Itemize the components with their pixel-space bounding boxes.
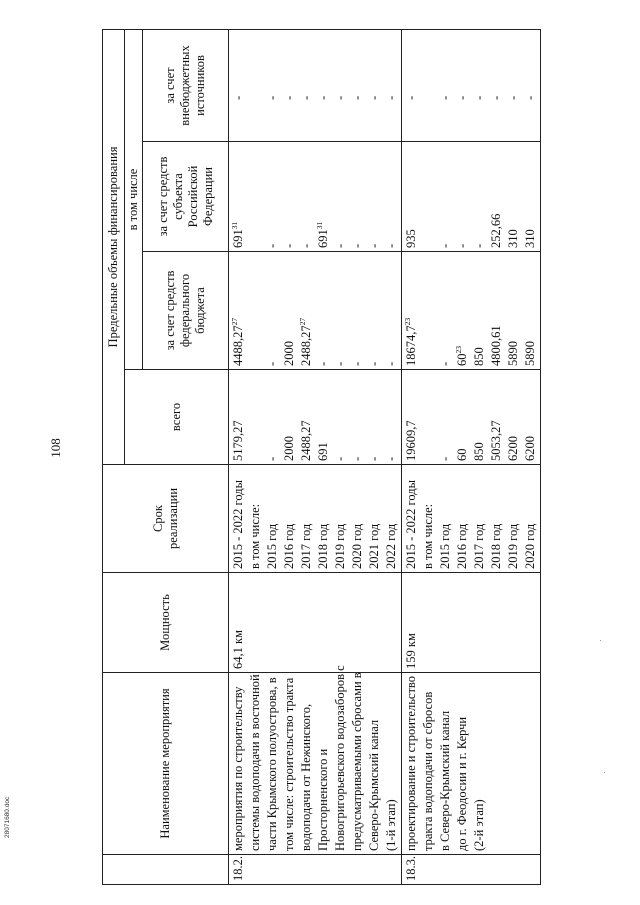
total-value-text: 691 [316, 442, 330, 461]
regional-value [230, 145, 247, 248]
row-fed-cell [402, 252, 541, 370]
term-line [454, 468, 471, 569]
federal-value-text: - [367, 361, 381, 366]
regional-value [332, 145, 349, 248]
total-value-text: - [350, 456, 364, 461]
term-line [488, 468, 505, 569]
extrabudget-value [264, 33, 281, 138]
extrabudget-value-text: - [299, 95, 313, 100]
header-federal-line: за счет средств [163, 270, 177, 351]
header-regional-line: Федерации [200, 166, 215, 227]
federal-value-text: - [333, 361, 347, 366]
term-line [437, 468, 454, 569]
row-capacity: 64,1 км [229, 573, 402, 673]
federal-value [366, 255, 383, 366]
total-value [505, 373, 522, 461]
regional-value-text: 310 [523, 229, 537, 248]
total-value-text: 850 [472, 442, 486, 461]
term-line-text: 2020 год [350, 523, 364, 569]
federal-value-text: 18674,7 [404, 325, 418, 366]
regional-value-text: - [350, 243, 364, 248]
extrabudget-value [315, 33, 332, 138]
regional-value [281, 145, 298, 248]
total-value-text: 2000 [282, 436, 296, 461]
header-regional-line: Российской [185, 165, 200, 228]
total-value [298, 373, 315, 461]
regional-value-text: - [438, 243, 452, 248]
row-capacity: 159 км [402, 573, 541, 673]
row-name-line: Северо-Крымский канал [367, 719, 381, 851]
term-line [366, 468, 383, 569]
header-extrabudget-line: за счет [163, 67, 177, 104]
total-value-text: - [367, 456, 381, 461]
row-total-cell [402, 370, 541, 465]
extrabudget-value [403, 33, 420, 138]
total-value-text: - [438, 456, 452, 461]
federal-value [315, 255, 332, 366]
federal-value [420, 255, 437, 366]
regional-value-text: - [472, 243, 486, 248]
extrabudget-value [471, 33, 488, 138]
regional-value [471, 145, 488, 248]
extrabudget-value-text: - [282, 95, 296, 100]
total-value-text: - [384, 456, 398, 461]
term-line-text: в том числе: [421, 503, 435, 569]
regional-value-text: 691 [231, 229, 245, 248]
header-extrabudget-line: внебюджетных [178, 45, 192, 126]
federal-value [437, 255, 454, 366]
regional-value [403, 145, 420, 248]
row-name-line: тракта водоподачи от сбросов [421, 691, 435, 851]
term-line-text: 2018 год [316, 523, 330, 569]
row-name-line: (2-й этап) [472, 799, 486, 851]
federal-value [505, 255, 522, 366]
total-value [264, 373, 281, 461]
row-name-line: части Крымского полуострова, в [265, 677, 279, 851]
footnote-ref: 23 [453, 346, 463, 354]
total-value-text: 6200 [506, 436, 520, 461]
extrabudget-value-text: - [265, 95, 279, 100]
row-fed-cell [229, 252, 402, 370]
extrabudget-value-text: - [231, 95, 245, 100]
extrabudget-value [437, 33, 454, 138]
term-line-text: 2017 год [299, 523, 313, 569]
extrabudget-value [420, 33, 437, 138]
extrabudget-value [247, 33, 264, 138]
scan-dot [600, 640, 601, 641]
federal-value-text: 850 [472, 347, 486, 366]
regional-value [505, 145, 522, 248]
total-value [403, 373, 420, 461]
term-line-text: 2016 год [282, 523, 296, 569]
extrabudget-value-text: - [438, 95, 452, 100]
extrabudget-value-text: - [506, 95, 520, 100]
term-line [298, 468, 315, 569]
footnote-ref: 27 [297, 317, 307, 326]
total-value [420, 373, 437, 461]
federal-value-text: 2488,27 [299, 325, 313, 366]
term-line-text: 2020 год [523, 523, 537, 569]
row-name-line: (1-й этап) [384, 799, 398, 851]
row-number: 18.3. [402, 855, 541, 885]
federal-value [454, 255, 471, 366]
row-name-line: Новогригорьевского водозаборов с [333, 665, 347, 851]
total-value [471, 373, 488, 461]
regional-value-text: 252,66 [489, 213, 503, 248]
extrabudget-value [281, 33, 298, 138]
header-federal-line: бюджета [193, 287, 207, 334]
term-line-text: 2022 год [384, 523, 398, 569]
term-line-text: 2019 год [333, 523, 347, 569]
extrabudget-value-text: - [489, 95, 503, 100]
header-funding-group: Предельные объемы финансирования [103, 29, 125, 464]
term-line [332, 468, 349, 569]
total-value [281, 373, 298, 461]
extrabudget-value [505, 33, 522, 138]
header-federal-line: федерального [178, 273, 192, 348]
extrabudget-value [454, 33, 471, 138]
row-total-cell [229, 370, 402, 465]
term-line [264, 468, 281, 569]
header-extrabudget-line: источников [193, 55, 207, 116]
federal-value-text: 4488,27 [231, 325, 245, 366]
header-term-line: Срок [150, 505, 165, 532]
extrabudget-value-text: - [472, 95, 486, 100]
extrabudget-value-text: - [333, 95, 347, 100]
row-reg-cell [402, 142, 541, 252]
total-value-text: 2488,27 [299, 420, 313, 461]
extrabudget-value-text: - [316, 95, 330, 100]
header-federal [143, 252, 229, 370]
header-name: Наименование мероприятия [103, 673, 229, 855]
federal-value [471, 255, 488, 366]
regional-value [298, 145, 315, 248]
term-line-text: 2017 год [472, 523, 486, 569]
term-line [505, 468, 522, 569]
total-value [366, 373, 383, 461]
header-including: в том числе [125, 29, 143, 369]
rotated-table-container [102, 30, 572, 885]
header-regional-line: субъекта [170, 173, 185, 220]
total-value-text: 5179,27 [231, 420, 245, 461]
term-line [420, 468, 437, 569]
regional-value [315, 145, 332, 248]
row-name [402, 673, 541, 855]
regional-value [383, 145, 400, 248]
regional-value-text: - [333, 243, 347, 248]
header-number-cell [103, 855, 229, 885]
funding-table [102, 29, 541, 885]
federal-value-text: - [316, 361, 330, 366]
row-name-line: в Северо-Крымский канал [438, 710, 452, 851]
term-line [403, 468, 420, 569]
row-name-line: проектирование и строительство [404, 676, 418, 851]
regional-value [437, 145, 454, 248]
header-regional [143, 142, 229, 252]
federal-value-text: 60 [455, 353, 469, 366]
regional-value [522, 145, 539, 248]
extrabudget-value [383, 33, 400, 138]
header-total: всего [125, 370, 229, 465]
regional-value-text: - [299, 243, 313, 248]
regional-value [420, 145, 437, 248]
row-name-line: системы водоподачи в восточной [248, 674, 262, 851]
federal-value [247, 255, 264, 366]
extrabudget-value-text: - [455, 95, 469, 100]
page-number: 108 [48, 438, 63, 458]
federal-value [383, 255, 400, 366]
total-value [349, 373, 366, 461]
extrabudget-value-text: - [367, 95, 381, 100]
row-ext-cell [229, 29, 402, 141]
total-value [454, 373, 471, 461]
federal-value [298, 255, 315, 366]
federal-value-text: - [438, 361, 452, 366]
extrabudget-value-text: - [523, 95, 537, 100]
total-value-text: 5053,27 [489, 420, 503, 461]
total-value-text: 19609,7 [404, 420, 418, 461]
term-line [281, 468, 298, 569]
term-line [383, 468, 400, 569]
term-line-text: 2015 год [265, 523, 279, 569]
total-value [247, 373, 264, 461]
term-line-text: 2015 год [438, 523, 452, 569]
table-row [229, 29, 402, 884]
regional-value-text: - [265, 243, 279, 248]
regional-value-text: 691 [316, 229, 330, 248]
total-value-text: 60 [455, 448, 469, 461]
term-line-text: 2015 - 2022 годы [404, 479, 418, 569]
regional-value-text: - [455, 243, 469, 248]
header-term-line: реализации [165, 487, 180, 550]
federal-value [488, 255, 505, 366]
row-reg-cell [229, 142, 402, 252]
regional-value [349, 145, 366, 248]
row-name-line: предусматриваемыми сбросами в [350, 672, 364, 851]
term-line [247, 468, 264, 569]
regional-value-text: 935 [404, 229, 418, 248]
row-name-line: до г. Феодосии и г. Керчи [455, 716, 469, 851]
row-name-line: Просторненского и [316, 748, 330, 851]
footnote-ref: 31 [314, 221, 324, 230]
header-regional-line: за счет средств [155, 156, 170, 237]
term-line [230, 468, 247, 569]
federal-value [281, 255, 298, 366]
extrabudget-value [522, 33, 539, 138]
regional-value [454, 145, 471, 248]
extrabudget-value [230, 33, 247, 138]
term-line-text: 2019 год [506, 523, 520, 569]
term-line-text: в том числе: [248, 503, 262, 569]
scan-dot [604, 772, 605, 773]
total-value-text: - [333, 456, 347, 461]
footnote-ref: 27 [229, 317, 239, 326]
table-body [229, 29, 541, 884]
footnote-ref: 23 [402, 317, 412, 326]
row-name-line: водоподачи от Нежинского, [299, 703, 313, 851]
extrabudget-value-text: - [404, 95, 418, 100]
term-line [349, 468, 366, 569]
row-name [229, 665, 402, 855]
regional-value [366, 145, 383, 248]
extrabudget-value [332, 33, 349, 138]
extrabudget-value [488, 33, 505, 138]
header-term [103, 465, 229, 573]
row-term-cell [402, 465, 541, 573]
row-name-line: мероприятия по строительству [231, 686, 245, 851]
extrabudget-value-text: - [384, 95, 398, 100]
regional-value-text: - [367, 243, 381, 248]
term-line-text: 2021 год [367, 523, 381, 569]
row-ext-cell [402, 29, 541, 141]
term-line [522, 468, 539, 569]
federal-value [230, 255, 247, 366]
federal-value-text: - [350, 361, 364, 366]
federal-value [349, 255, 366, 366]
regional-value-text: 310 [506, 229, 520, 248]
federal-value-text: 5890 [523, 341, 537, 366]
term-line-text: 2015 - 2022 годы [231, 479, 245, 569]
total-value [522, 373, 539, 461]
regional-value [264, 145, 281, 248]
term-line-text: 2016 год [455, 523, 469, 569]
extrabudget-value-text: - [350, 95, 364, 100]
federal-value [403, 255, 420, 366]
federal-value [264, 255, 281, 366]
term-line-text: 2018 год [489, 523, 503, 569]
row-term-cell [229, 465, 402, 573]
total-value-text: - [265, 456, 279, 461]
footnote-ref: 31 [229, 221, 239, 230]
regional-value-text: - [384, 243, 398, 248]
total-value [488, 373, 505, 461]
regional-value [247, 145, 264, 248]
extrabudget-value [366, 33, 383, 138]
federal-value-text: - [265, 361, 279, 366]
extrabudget-value [349, 33, 366, 138]
total-value [437, 373, 454, 461]
table-header [103, 29, 229, 884]
header-capacity: Мощность [103, 573, 229, 673]
regional-value-text: - [282, 243, 296, 248]
table-row [402, 29, 541, 884]
federal-value [332, 255, 349, 366]
regional-value [488, 145, 505, 248]
total-value [230, 373, 247, 461]
federal-value-text: 4800,61 [489, 325, 503, 366]
term-line [471, 468, 488, 569]
total-value [383, 373, 400, 461]
federal-value-text: - [384, 361, 398, 366]
row-number: 18.2. [229, 855, 402, 885]
row-name-line: том числе: строительство тракта [282, 677, 296, 851]
total-value-text: 6200 [523, 436, 537, 461]
header-extrabudget [143, 29, 229, 141]
federal-value [522, 255, 539, 366]
term-line [315, 468, 332, 569]
federal-value-text: 5890 [506, 341, 520, 366]
total-value [315, 373, 332, 461]
footer-filename: 28071680.doc [4, 796, 11, 838]
federal-value-text: 2000 [282, 341, 296, 366]
total-value [332, 373, 349, 461]
extrabudget-value [298, 33, 315, 138]
